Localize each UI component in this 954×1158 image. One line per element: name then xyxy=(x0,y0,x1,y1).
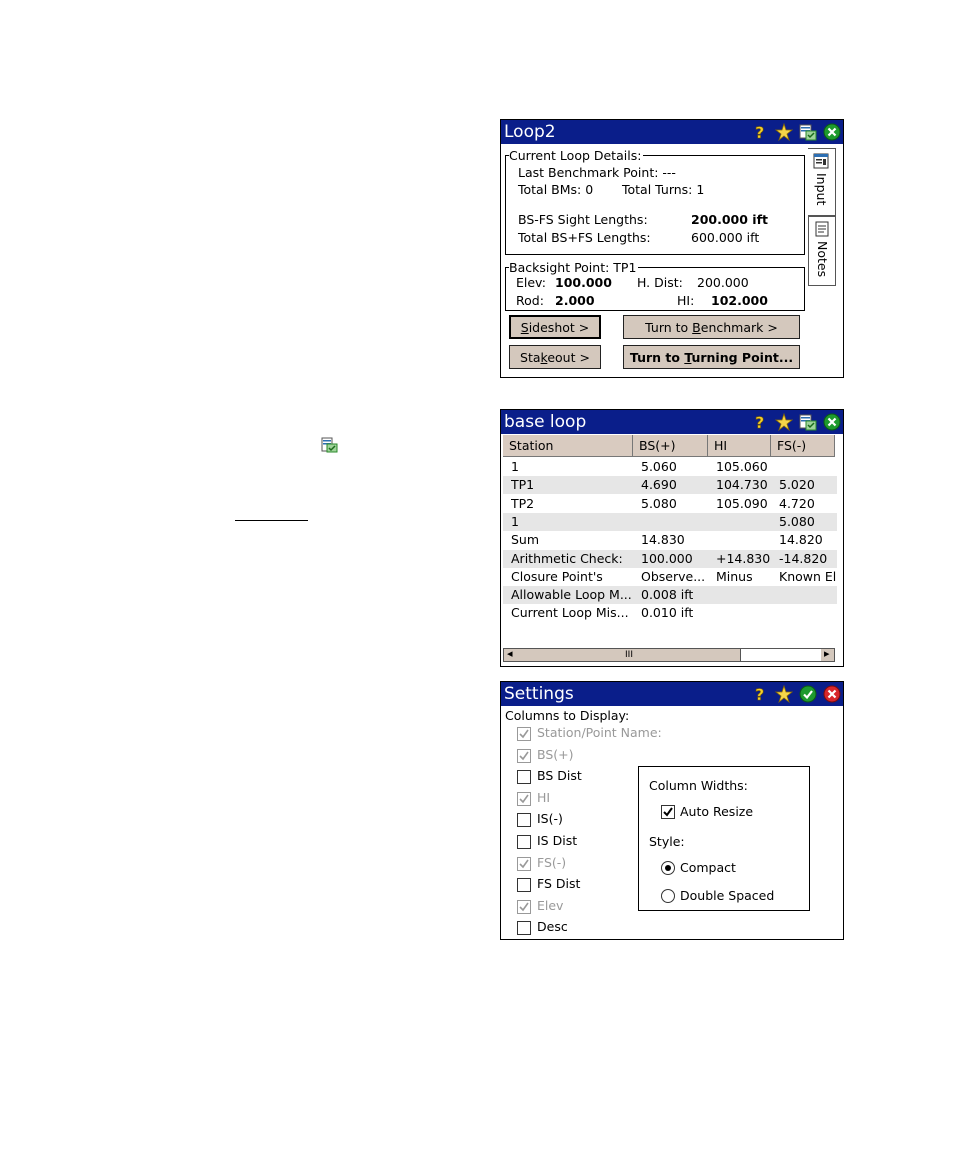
auto-resize-checkbox[interactable] xyxy=(661,805,675,819)
svg-text:?: ? xyxy=(755,413,765,431)
column-checkbox[interactable] xyxy=(517,835,531,849)
total-turns-text: Total Turns: 1 xyxy=(622,182,705,197)
inline-properties-icon xyxy=(321,437,339,456)
column-checkbox[interactable] xyxy=(517,878,531,892)
table-row[interactable] xyxy=(503,476,837,494)
scroll-right-arrow[interactable]: ▸ xyxy=(824,647,830,660)
table-cell: TP2 xyxy=(511,495,535,511)
column-checkbox-label: Desc xyxy=(537,919,568,935)
close-icon[interactable] xyxy=(823,413,841,431)
underline-rule xyxy=(235,520,308,521)
tab-input[interactable] xyxy=(808,148,836,216)
column-checkbox-label: FS Dist xyxy=(537,876,581,892)
loop2-titlebar xyxy=(501,120,843,144)
help-icon[interactable] xyxy=(751,413,769,431)
column-header-station[interactable]: Station xyxy=(503,435,633,457)
table-cell: 4.690 xyxy=(641,477,677,493)
table-cell: Allowable Loop M... xyxy=(511,587,632,603)
columns-to-display-label: Columns to Display: xyxy=(505,708,630,723)
scroll-track[interactable] xyxy=(518,649,741,661)
rod-value: 2.000 xyxy=(555,293,595,308)
column-checkbox-label: BS(+) xyxy=(537,746,574,762)
table-row[interactable] xyxy=(503,568,837,586)
table-row[interactable] xyxy=(503,513,837,531)
auto-resize-label: Auto Resize xyxy=(680,804,754,819)
table-cell: 5.080 xyxy=(641,495,677,511)
settings-window xyxy=(500,681,844,940)
base-loop-titlebar xyxy=(501,410,843,434)
column-checkbox xyxy=(517,727,531,741)
elev-label: Elev: xyxy=(516,275,546,290)
column-header-bs[interactable]: BS(+) xyxy=(633,435,708,457)
table-cell: Minus xyxy=(716,568,753,584)
table-row[interactable] xyxy=(503,458,837,476)
column-checkbox[interactable] xyxy=(517,770,531,784)
turn-to-benchmark-button[interactable]: Turn to Benchmark > xyxy=(623,315,800,339)
column-checkbox-label: Elev xyxy=(537,897,564,913)
table-cell: Current Loop Mis... xyxy=(511,605,629,621)
last-benchmark-text: Last Benchmark Point: --- xyxy=(518,165,676,180)
total-bms-text: Total BMs: 0 xyxy=(518,182,594,197)
table-cell: 14.830 xyxy=(641,532,685,548)
table-row[interactable] xyxy=(503,495,837,513)
ok-check-icon[interactable] xyxy=(799,685,817,703)
table-cell: 105.060 xyxy=(716,459,768,474)
column-widths-label: Column Widths: xyxy=(649,778,748,793)
column-checkbox-label: FS(-) xyxy=(537,854,567,870)
current-loop-legend: Current Loop Details: xyxy=(509,148,642,163)
table-cell: 1 xyxy=(511,513,519,529)
radio-dot xyxy=(665,865,671,871)
elev-value: 100.000 xyxy=(555,275,612,290)
column-checkbox xyxy=(517,749,531,763)
scroll-empty-track[interactable] xyxy=(741,649,821,661)
table-cell: 1 xyxy=(511,459,519,474)
column-checkbox-label: IS Dist xyxy=(537,833,578,848)
favorites-star-icon[interactable] xyxy=(775,413,793,431)
table-cell: 0.008 ift xyxy=(641,587,694,603)
table-cell: 100.000 xyxy=(641,550,693,566)
bsfs-label: BS-FS Sight Lengths: xyxy=(518,212,648,227)
cancel-icon[interactable] xyxy=(823,685,841,703)
total-length-value: 600.000 ift xyxy=(691,230,760,245)
total-length-label: Total BS+FS Lengths: xyxy=(518,230,651,245)
table-row[interactable] xyxy=(503,550,837,568)
table-row[interactable] xyxy=(503,586,837,604)
table-cell: Sum xyxy=(511,532,540,548)
table-cell: 14.820 xyxy=(779,532,823,548)
column-checkbox xyxy=(517,857,531,871)
base-loop-window xyxy=(500,409,844,667)
display-options-panel xyxy=(638,766,810,911)
tab-input-label: Input xyxy=(814,173,829,206)
table-cell: Arithmetic Check: xyxy=(511,550,623,566)
table-cell: Observe... xyxy=(641,568,706,584)
stakeout-button[interactable]: Stakeout > xyxy=(509,345,601,369)
sideshot-button[interactable]: Sideshot > xyxy=(509,315,601,339)
properties-icon[interactable] xyxy=(799,123,817,141)
hdist-label: H. Dist: xyxy=(637,275,683,290)
table-cell: 5.020 xyxy=(779,477,815,493)
column-checkbox[interactable] xyxy=(517,921,531,935)
style-label: Style: xyxy=(649,834,685,849)
table-body xyxy=(503,458,837,638)
column-checkbox-label: HI xyxy=(537,789,551,805)
backsight-legend: Backsight Point: TP1 xyxy=(509,260,637,275)
table-cell: 0.010 ift xyxy=(641,605,694,621)
close-icon[interactable] xyxy=(823,123,841,141)
table-cell: 104.730 xyxy=(716,477,768,493)
column-checkbox xyxy=(517,792,531,806)
tab-notes-label: Notes xyxy=(815,241,830,278)
window-title: base loop xyxy=(504,412,587,432)
column-header-fs[interactable]: FS(-) xyxy=(771,435,835,457)
svg-text:?: ? xyxy=(755,685,765,703)
table-cell: 4.720 xyxy=(779,495,815,511)
window-title: Settings xyxy=(504,684,574,704)
bsfs-value: 200.000 ift xyxy=(691,212,768,227)
table-row[interactable] xyxy=(503,531,837,549)
notes-tab-icon xyxy=(814,221,830,240)
scroll-left-arrow[interactable]: ◂ xyxy=(507,647,513,660)
help-icon[interactable] xyxy=(751,123,769,141)
properties-icon[interactable] xyxy=(799,413,817,431)
loop2-window xyxy=(500,119,844,378)
hi-value: 102.000 xyxy=(711,293,768,308)
tab-notes[interactable] xyxy=(808,216,836,286)
window-title: Loop2 xyxy=(504,122,556,142)
column-checkbox-list xyxy=(501,682,662,940)
table-cell: +14.830 xyxy=(716,550,771,566)
table-cell: TP1 xyxy=(511,477,535,493)
table-cell: Closure Point's xyxy=(511,568,603,584)
svg-text:?: ? xyxy=(755,123,765,141)
scroll-thumb-grip: III xyxy=(625,650,633,660)
column-checkbox[interactable] xyxy=(517,813,531,827)
column-header-hi[interactable]: HI xyxy=(708,435,771,457)
table-cell: Known El xyxy=(779,568,837,584)
hdist-value: 200.000 xyxy=(697,275,749,290)
compact-label: Compact xyxy=(680,860,736,875)
column-checkbox xyxy=(517,900,531,914)
double-spaced-radio[interactable] xyxy=(661,889,675,903)
favorites-star-icon[interactable] xyxy=(775,685,793,703)
table-cell: 5.060 xyxy=(641,459,677,474)
rod-label: Rod: xyxy=(516,293,544,308)
favorites-star-icon[interactable] xyxy=(775,123,793,141)
compact-radio[interactable] xyxy=(661,861,675,875)
horizontal-scrollbar[interactable] xyxy=(503,648,835,662)
column-checkbox-label: Station/Point Name: xyxy=(537,725,662,740)
table-row[interactable] xyxy=(503,604,837,622)
input-tab-icon xyxy=(813,153,829,172)
turn-to-turning-point-button[interactable]: Turn to Turning Point... xyxy=(623,345,800,369)
double-spaced-label: Double Spaced xyxy=(680,888,775,903)
column-checkbox-label: IS(-) xyxy=(537,811,563,827)
table-cell: 5.080 xyxy=(779,513,815,529)
help-icon[interactable] xyxy=(751,685,769,703)
table-cell: 105.090 xyxy=(716,495,768,511)
column-checkbox-label: BS Dist xyxy=(537,768,582,784)
hi-label: HI: xyxy=(677,293,695,308)
table-cell: -14.820 xyxy=(779,550,828,566)
